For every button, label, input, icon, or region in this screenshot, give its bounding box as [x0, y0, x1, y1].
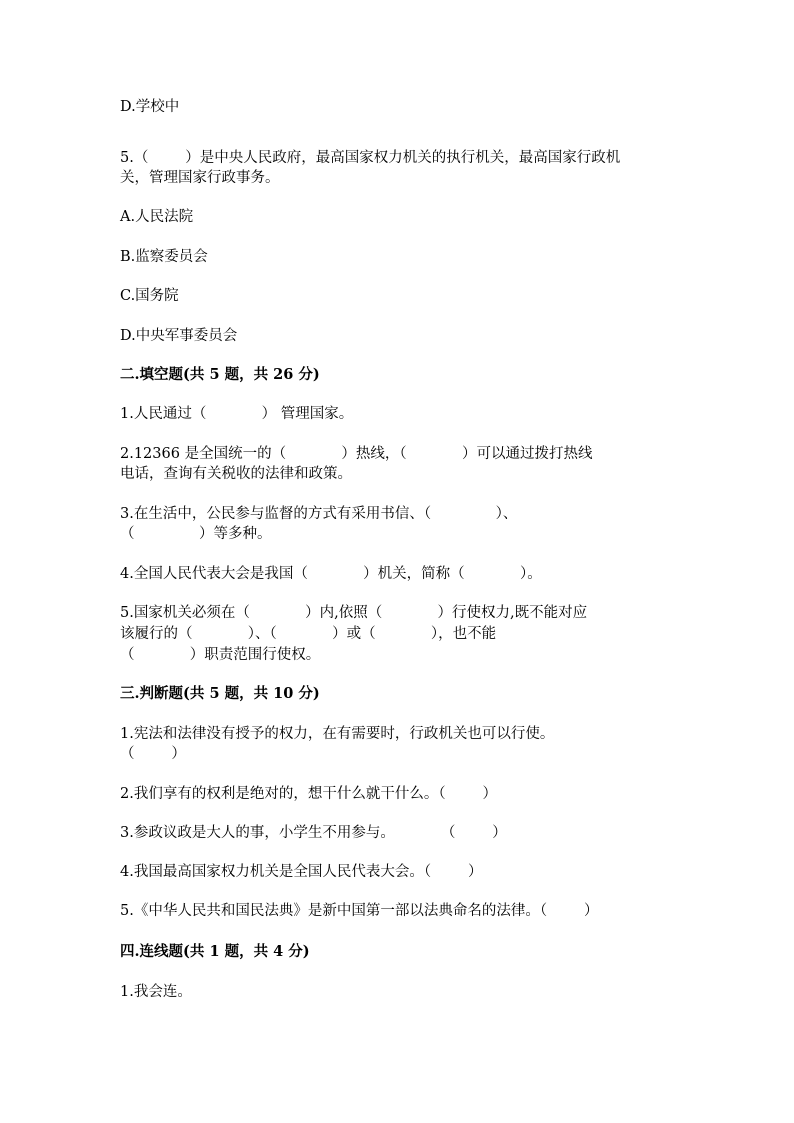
- fill-q3-line2: （ ）等多种。: [120, 526, 272, 542]
- fill-q2-line2: 电话，查询有关税收的法律和政策。: [120, 466, 352, 482]
- fill-q4: 4.全国人民代表大会是我国（ ）机关，简称（ ）。: [120, 566, 542, 582]
- fill-q5-line2: 该履行的（ ）、（ ）或（ ），也不能: [120, 626, 497, 642]
- judge-q3: 3.参政议政是大人的事，小学生不用参与。 （ ）: [120, 825, 507, 841]
- question-5-option-d: D.中央军事委员会: [120, 328, 238, 344]
- fill-q1: 1.人民通过（ ） 管理国家。: [120, 406, 354, 422]
- judge-q1-line2: （ ）: [120, 746, 186, 762]
- fill-q5-line1: 5.国家机关必须在（ ）内,依照（ ）行使权力,既不能对应: [120, 605, 588, 621]
- judge-q4: 4.我国最高国家权力机关是全国人民代表大会。（ ）: [120, 864, 483, 880]
- question-5-option-a: A.人民法院: [120, 209, 194, 225]
- question-5-stem-line1: 5.（ ）是中央人民政府，最高国家权力机关的执行机关，最高国家行政机: [120, 150, 621, 166]
- question-5-stem-line2: 关，管理国家行政事务。: [120, 170, 280, 186]
- match-q1: 1.我会连。: [120, 984, 192, 1000]
- judge-q1-line1: 1.宪法和法律没有授予的权力，在有需要时，行政机关也可以行使。: [120, 726, 555, 742]
- judge-q5: 5.《中华人民共和国民法典》是新中国第一部以法典命名的法律。（ ）: [120, 903, 599, 919]
- option-d-prev: D.学校中: [120, 99, 180, 115]
- section-4-heading: 四.连线题(共 1 题，共 4 分): [120, 943, 310, 960]
- question-5-option-b: B.监察委员会: [120, 249, 208, 265]
- section-2-heading: 二.填空题(共 5 题，共 26 分): [120, 366, 320, 383]
- judge-q2: 2.我们享有的权利是绝对的，想干什么就干什么。（ ）: [120, 786, 497, 802]
- fill-q5-line3: （ ）职责范围行使权。: [120, 647, 321, 663]
- question-5-option-c: C.国务院: [120, 288, 179, 304]
- fill-q3-line1: 3.在生活中，公民参与监督的方式有采用书信、（ ）、: [120, 506, 518, 522]
- section-3-heading: 三.判断题(共 5 题，共 10 分): [120, 685, 320, 702]
- fill-q2-line1: 2.12366 是全国统一的（ ）热线，（ ）可以通过拨打热线: [120, 446, 593, 462]
